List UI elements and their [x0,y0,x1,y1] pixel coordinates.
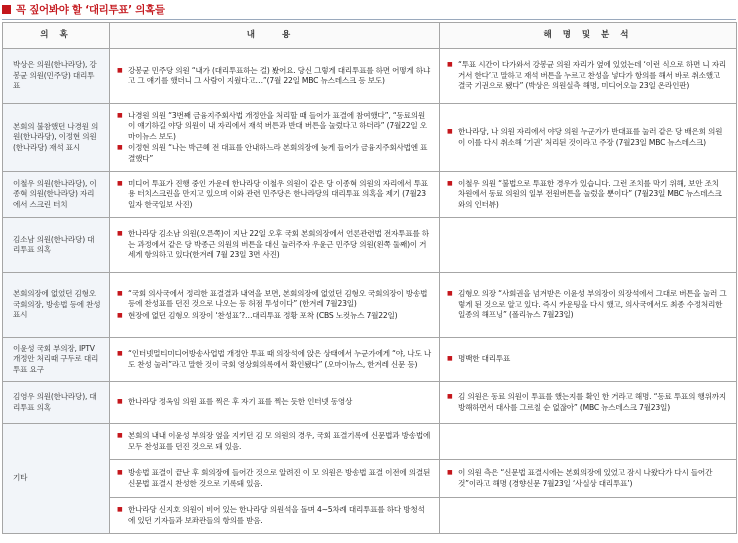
allegation-cell: 기타 [3,424,110,534]
list-item: ■ “국회 의사국에서 정리한 표결결과 내역을 보면, 본회의장에 없었던 김형오 국회의장이 방송법 등에 찬성표를 던진 것으로 나오는 등 허점 투성이다” (한겨레 7월23일) [116,289,431,310]
table-row [3,104,737,172]
explanation-cell [440,338,737,382]
explanation-cell [440,104,737,172]
table-header-row [3,23,737,49]
explanation-cell [440,382,737,424]
table-row [3,382,737,424]
list-item: ■ 강봉균 민주당 의원 “내가 (대리투표하는 걸) 봤어요. 당신 그렇게 대리투표를 하면 어떻게 하냐고 그 얘기를 했더니 그 사람이 지웠다고…”(7월 22일 MBC 뉴스데스크 등 보도) [116,66,431,87]
list-item: ■ 한나라당 신지호 의원이 비어 있는 한나라당 의원석을 돌며 4~5차례 대리투표를 하다 방청석에 있던 기자들과 보좌관들의 항의를 받음. [116,505,431,526]
table-row [3,498,737,534]
content-cell [110,273,440,338]
title-divider [2,19,736,20]
allegation-cell: 이철우 의원(한나라당), 이종혁 의원(한나라당) 자리에서 스크린 터치 [3,172,110,218]
allegation-cell: 본회의 불참했던 나경원 의원(한나라당), 이정현 의원(한나라당) 재석 표시 [3,104,110,172]
list-item: ■ “투표 시간이 다가와서 강봉균 의원 자리가 옆에 있었는데 ‘이런 식으로 하면 니 자리 거서 한다’고 말하고 재석 버튼을 누르고 찬성을 넣다가 항의를 해서 바로 취소했고 결국 기권으로 됐다” (박상은 의원실측 해명, 미디어오늘 23일 온라인판) [446,60,728,92]
header-content: 내 용 [110,23,440,49]
list-item: ■ 현장에 없던 김형오 의장이 ‘찬성표’?…대리투표 정황 포착 (CBS 노컷뉴스 7월22일) [116,311,431,322]
content-cell [110,104,440,172]
allegation-cell: 이윤성 국회 부의장, IPTV 개정안 처리때 구두로 대리투표 요구 [3,338,110,382]
explanation-cell [440,49,737,104]
allegations-table [2,22,737,534]
table-row [3,172,737,218]
list-item: ■ 나경원 의원 “3번째 금융지주회사법 개정안을 처리할 때 들어가 표결에 참여했다”, “동료의원이 얘기하길 야당 의원이 내 자리에서 재석 버튼과 반대 버튼을 눌렀다고 하더라” (7월22일 오마이뉴스 보도) [116,111,431,143]
explanation-cell [440,172,737,218]
content-cell [110,382,440,424]
list-item: ■ 이정현 의원 “나는 박근혜 전 대표를 안내하느라 본회의장에 늦게 들어가 금융지주회사법엔 표결했다” [116,143,431,164]
allegation-cell: 본회의장에 없었던 김형오 국회의장, 방송법 등에 찬성 표시 [3,273,110,338]
explanation-cell [440,460,737,498]
header-allegation: 의 혹 [3,23,110,49]
table-row [3,424,737,460]
list-item: ■ “인터넷멀티미디어방송사업법 개정안 투표 때 의장석에 앉은 상태에서 누군가에게 “야, 나도 나도 찬성 눌러”라고 말한 것이 국회 영상회의록에서 확인됐다” (오마이뉴스, 한겨레 신문 등) [116,349,431,370]
list-item: ■ 한나라당, 나 의원 자리에서 야당 의원 누군가가 반대표를 눌러 같은 당 배은희 의원이 이를 다시 취소해 ‘기권’ 처리된 것이라고 주장 (7월23일 MBC 뉴스데스크) [446,127,728,148]
list-item: ■ 한나라당 김소남 의원(오른쪽)이 지난 22일 오후 국회 본회의장에서 언론관련법 전자투표를 하는 과정에서 같은 당 박종근 의원의 버튼을 대신 눌러주자 우윤근 민주당 의원(왼쪽 둘째)이 거세게 항의하고 있다(한겨레 7월 23일 3면 사진) [116,229,431,261]
list-item: ■ 방송법 표결이 끝난 후 회의장에 들어간 것으로 알려진 이 모 의원은 방송법 표결 이전에 의결된 신문법 표결시 찬성한 것으로 기록돼 있음. [116,468,431,489]
list-item: ■ 한나라당 정옥임 의원 표를 찍은 후 자기 표를 찍는 듯한 인터넷 동영상 [116,397,431,408]
content-cell [110,424,440,460]
allegation-cell: 김소남 의원(한나라당) 대리투표 의혹 [3,218,110,273]
list-item: ■ 미디어 투표가 진행 중인 가운데 한나라당 이철우 의원이 같은 당 이종혁 의원의 자리에서 투표용 터치스크린을 만지고 있으며 이와 관련 민주당은 한나라당의 대리투표 의혹을 제기 (7월23일자 한국일보 사진) [116,179,431,211]
table-row [3,460,737,498]
list-item: ■ 명백한 대리투표 [446,354,728,365]
list-item: ■ 김형오 의장 “사회권을 넘겨받은 이윤성 부의장이 의장석에서 그대로 버튼을 눌러 그렇게 된 것으로 알고 있다. 즉시 카운팅을 다시 했고, 의사국에서도 최종 수정처리한 일종의 해프닝” (폴리뉴스 7월23일) [446,289,728,321]
title-bar [2,2,165,16]
content-cell [110,172,440,218]
content-cell [110,218,440,273]
list-item: ■ 이철우 의원 “불법으로 투표한 경우가 있습니다. 그런 조치를 막기 위해, 보안 조치 차원에서 동료 의원의 일부 전원버튼을 눌렀을 뿐이다” (7월23일 MBC 뉴스데스크와의 인터뷰) [446,179,728,211]
explanation-cell [440,498,737,534]
content-cell [110,498,440,534]
explanation-cell [440,273,737,338]
page-title: 꼭 짚어봐야 할 ‘대리투표’ 의혹들 [16,3,165,16]
content-cell [110,338,440,382]
allegation-cell: 박상은 의원(한나라당), 강봉균 의원(민주당) 대리투표 [3,49,110,104]
content-cell [110,49,440,104]
list-item: ■ 이 의원 측은 “신문법 표결시에는 본회의장에 있었고 잠시 나왔다가 다시 들어간 것”이라고 해명 (경향신문 7월23일 ‘사실상 대리투표’) [446,468,728,489]
table-row [3,273,737,338]
list-item: ■ 본회의 내내 이윤성 부의장 옆을 지키던 김 모 의원의 경우, 국회 표결기록에 신문법과 방송법에 모두 찬성표를 던진 것으로 돼 있음. [116,431,431,452]
explanation-cell [440,424,737,460]
table-row [3,338,737,382]
title-square-icon [2,5,11,14]
header-explanation: 해 명 및 분 석 [440,23,737,49]
content-cell [110,460,440,498]
list-item: ■ 김 의원은 동료 의원이 투표를 했는지를 확인 한 거라고 해명. “동료 투표의 행위까지 방해하면서 대사를 그르칠 순 없잖아” (MBC 뉴스데스크 7월23일) [446,392,728,413]
allegation-cell: 김영우 의원(한나라당), 대리투표 의혹 [3,382,110,424]
table-row [3,218,737,273]
table-row [3,49,737,104]
explanation-cell [440,218,737,273]
